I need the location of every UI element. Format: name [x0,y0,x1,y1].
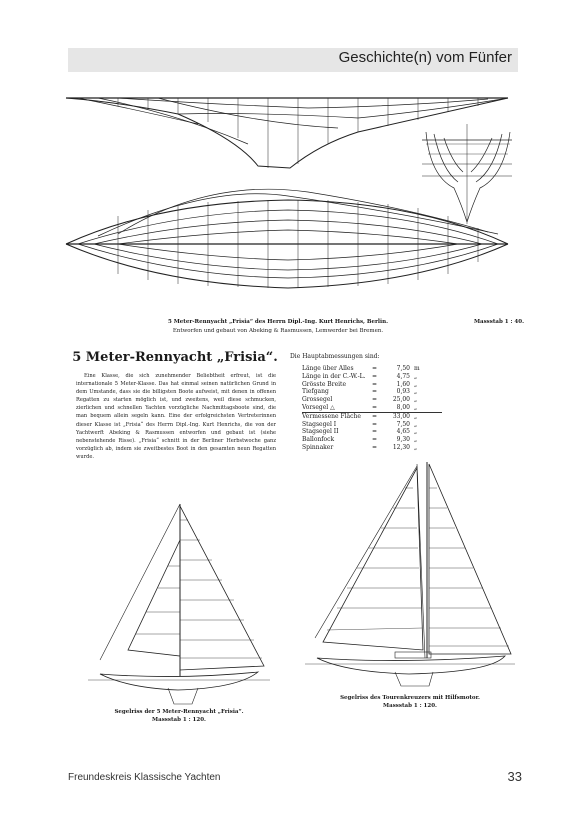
dimension-value: 25,00 [392,396,410,404]
dimension-label: Grossegel [302,396,333,404]
dimension-value: 4,75 [396,372,410,380]
dimension-unit: „ [414,396,418,404]
dimension-label: Stagsegel II [302,428,339,436]
dimension-unit: „ [414,380,418,388]
dimension-row [302,412,442,421]
dimension-unit: „ [414,436,418,444]
dimension-row [302,421,442,429]
article-body: Eine Klasse, die sich zunehmender Beliebtheit erfreut, ist die internationale 5 Meter-Klasse. Das hat einmal seinen natürlichen Grund in dem Umstande, dass sie die billigsten Boote aufweist, mit denen in offenen Regatten zu starten möglich ist, und zweitens, weil diese schmucken, zierlichen und schnellen Yachten vorzügliche Nachmittagsboote sind, die man bequem allein segeln kann. Eine der erfolgreichsten Vertreterinnen dieser Klasse ist „Frisia“ des Herrn Dipl.-Ing. Kurt Henrichs, die von der Yachtwerft Abeking & Rasmussen entworfen und gebaut ist (siehe nebenstehende Risse). „Frisia“ schnitt in der Berliner Herbstwoche ganz vorzüglich ab, indem sie zweitbestes Boot in den gesamten neun Regatten wurde. [76,373,276,460]
dimension-unit: m [414,365,420,372]
dimension-value: 12,30 [392,443,410,451]
body-plan [422,124,512,224]
lines-plan-drawing [58,84,524,316]
dimension-label: Länge in der C.-W.-L. [302,372,366,380]
lines-plan-caption-main: 5 Meter-Rennyacht „Frisia“ des Herrn Dipl.-Ing. Kurt Henrichs, Berlin. [167,319,389,325]
dimension-row [302,381,442,389]
dimension-equals: = [372,436,378,444]
dimension-value: 33,00 [392,412,410,420]
sail-plan-rennyacht [88,500,270,708]
sail-plan-2-caption-scale: Massstab 1 : 120. [383,703,437,709]
dimension-label: Vermessene Fläche [302,412,361,420]
dimension-equals: = [372,428,378,436]
dimension-label: Vorsegel △ [302,403,335,411]
dimension-equals: = [372,403,378,411]
dimension-row [302,396,442,404]
dimension-equals: = [372,412,378,420]
dimension-unit: „ [414,412,418,420]
hull-profile [66,98,508,168]
dimension-value: 7,50 [396,365,410,372]
dimension-value: 4,65 [396,428,410,436]
dimension-label: Länge über Alles [302,365,354,372]
dimension-row [302,404,442,412]
dimension-value: 9,30 [396,436,410,444]
lines-plan-scale: Massstab 1 : 40. [473,319,524,325]
half-breadth-plan [66,189,508,288]
dimension-equals: = [372,380,378,388]
dimension-label: Ballonfock [302,436,335,444]
footer-publisher: Freundeskreis Klassische Yachten [68,772,221,783]
dimension-row [302,444,442,452]
dimension-unit: „ [414,372,418,380]
page-number: 33 [507,769,522,784]
dimension-unit: „ [414,403,418,411]
dimensions-title: Die Hauptabmessungen sind: [290,353,380,360]
dimension-equals: = [372,420,378,428]
dimension-equals: = [372,365,378,372]
dimension-label: Spinnaker [302,443,334,451]
dimension-row [302,436,442,444]
dimension-row [302,373,442,381]
dimension-value: 7,50 [396,420,410,428]
dimension-equals: = [372,372,378,380]
sail-plan-1-caption [88,708,270,724]
sail-plan-tourenkreuzer [305,458,515,690]
sail-plan-2-caption-title: Segelriss des Tourenkreuzers mit Hilfsmotor. [340,695,480,701]
dimension-unit: „ [414,443,418,451]
page-title: Geschichte(n) vom Fünfer [338,49,512,66]
dimension-value: 1,60 [396,380,410,388]
dimension-value: 0,93 [396,388,410,396]
sail-plan-2-caption [300,694,520,710]
dimension-equals: = [372,388,378,396]
dimension-row [302,365,442,373]
dimension-row [302,388,442,396]
dimension-label: Stagsegel I [302,420,337,428]
dimension-equals: = [372,396,378,404]
sail-plan-1-caption-scale: Massstab 1 : 120. [152,717,206,723]
dimension-label: Grösste Breite [302,380,347,388]
dimension-equals: = [372,443,378,451]
dimension-unit: „ [414,428,418,436]
dimension-unit: „ [414,420,418,428]
dimensions-table [302,365,442,452]
dimension-label: Tiefgang [302,388,329,396]
dimension-row [302,428,442,436]
article-title: 5 Meter-Rennyacht „Frisia“. [72,350,278,365]
sail-plan-1-caption-title: Segelriss der 5 Meter-Rennyacht „Frisia“. [114,709,244,715]
dimension-value: 8,00 [396,403,410,411]
lines-plan-caption-sub: Entworfen und gebaut von Abeking & Rasmussen, Lemwerder bei Bremen. [172,328,384,334]
dimension-unit: „ [414,388,418,396]
